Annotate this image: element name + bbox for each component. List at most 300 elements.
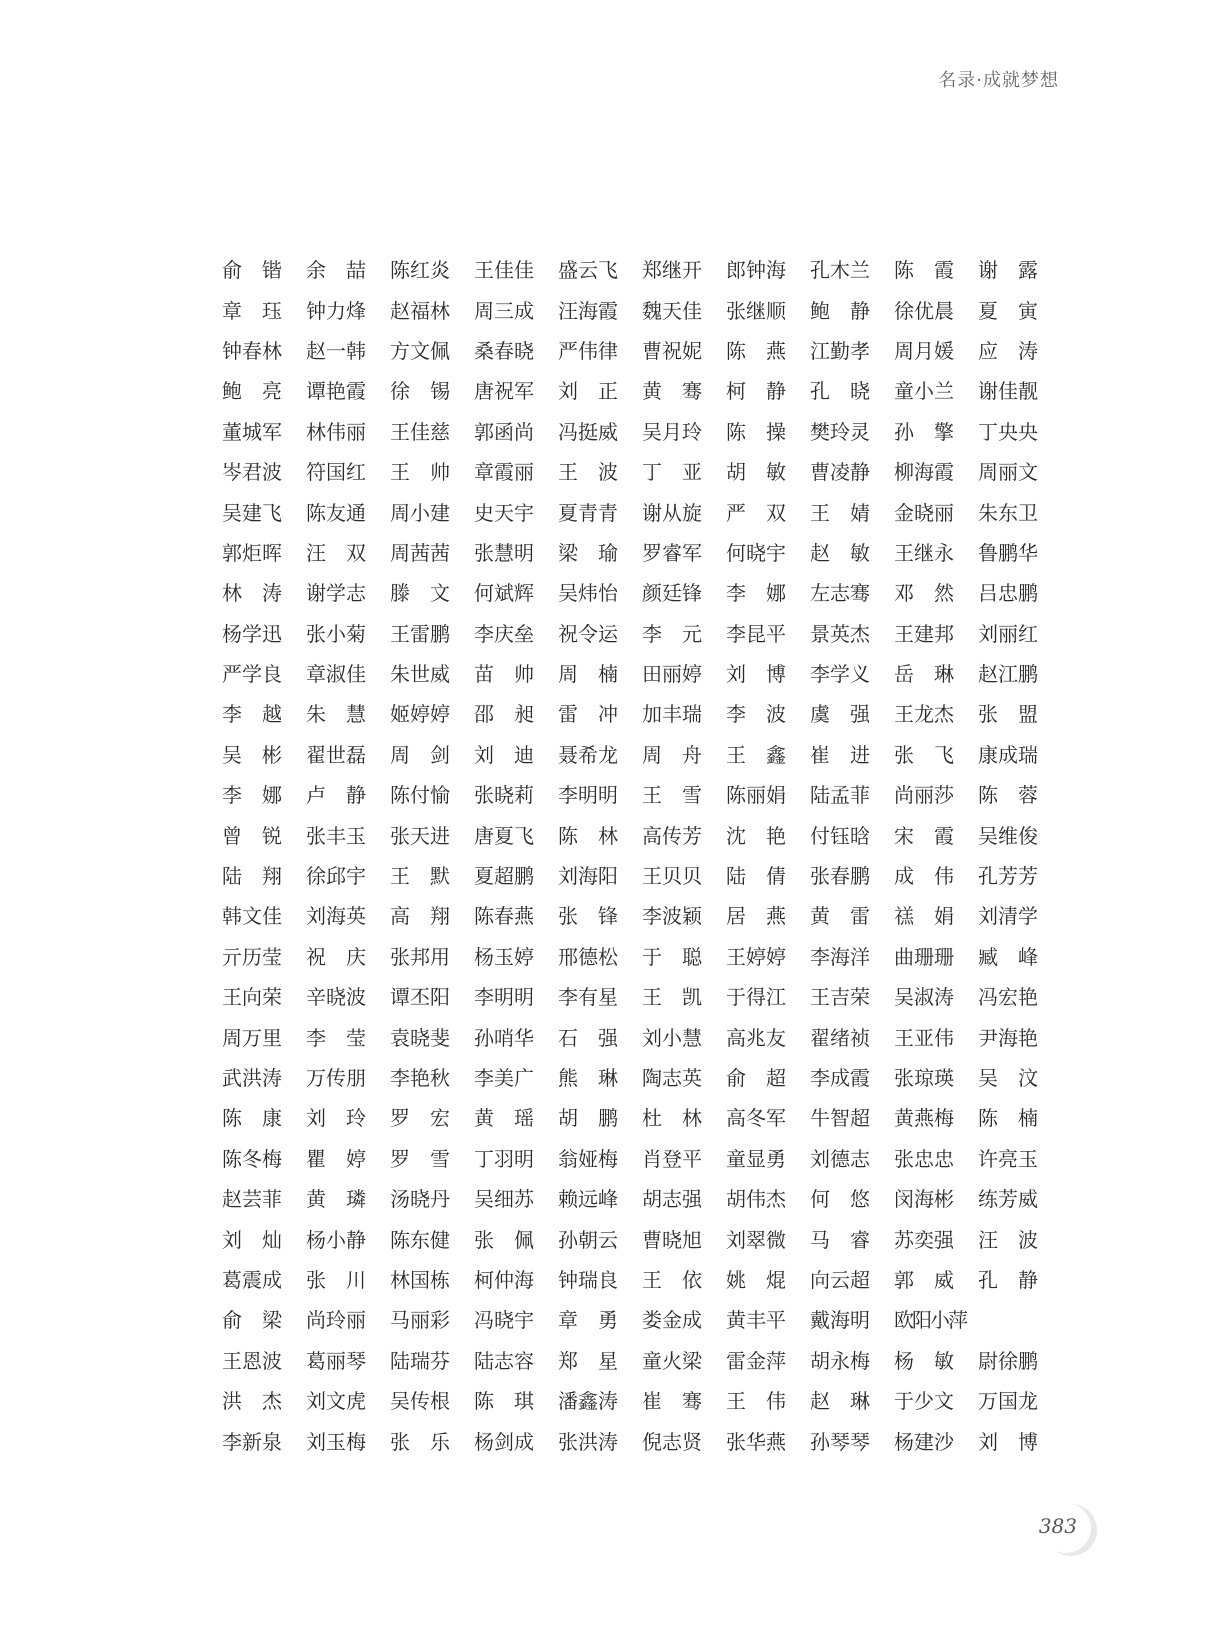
name-entry: 马 丽 彩 [390,1308,450,1333]
name-entry: 吴 淑 涛 [894,985,954,1010]
name-entry: 张 继 顺 [726,298,786,323]
name-entry: 杨 敏 [894,1348,954,1373]
name-entry: 王 雪 [642,783,702,808]
name-entry: 欧阳小萍 [894,1308,966,1333]
name-entry: 赵 芸 菲 [222,1187,282,1212]
name-entry: 葛 丽 琴 [306,1348,366,1373]
name-entry: 何 悠 [810,1187,870,1212]
name-entry: 翟 绪 祯 [810,1025,870,1050]
name-entry: 武 洪 涛 [222,1066,282,1090]
name-entry: 徐 邱 宇 [306,864,366,889]
name-entry: 王 贝 贝 [642,864,702,889]
name-entry: 朱 慧 [306,702,366,727]
name-entry: 田 丽 婷 [642,662,702,687]
name-entry: 邓 然 [894,581,954,606]
name-entry: 符 国 红 [306,460,366,485]
name-entry: 盛 云 飞 [558,258,618,283]
name-entry: 鲁 鹏 华 [978,540,1038,565]
name-entry: 陈 春 燕 [474,904,534,929]
name-entry: 胡 志 强 [642,1187,702,1212]
name-entry: 周 三 成 [474,298,534,323]
name-entry: 章 勇 [558,1308,618,1333]
name-entry: 刘 玲 [306,1106,366,1131]
name-row [222,573,1062,613]
name-entry: 陆 翔 [222,864,282,889]
name-entry: 丁 羽 明 [474,1146,534,1171]
name-entry: 刘 海 阳 [558,864,618,889]
name-entry: 赵 敏 [810,540,870,565]
name-entry: 陆 瑞 芬 [390,1348,450,1373]
name-entry: 徐 优 晨 [894,298,954,323]
name-entry: 方 文 佩 [390,338,450,363]
name-entry: 王 伟 [726,1389,786,1414]
name-entry: 岑 君 波 [222,460,282,485]
name-entry: 王 波 [558,460,618,485]
name-row [222,1017,1062,1057]
name-entry: 冯 宏 艳 [978,985,1038,1010]
name-entry: 曹 凌 静 [810,460,870,485]
name-row [222,1421,1062,1461]
name-entry: 吕 忠 鹏 [978,581,1038,606]
name-row [222,1179,1062,1219]
name-entry: 雷 冲 [558,702,618,727]
name-entry: 赵 江 鹏 [978,662,1038,687]
name-entry: 刘 海 英 [306,904,366,929]
name-entry: 宋 霞 [894,823,954,848]
name-entry: 周 剑 [390,742,450,767]
name-entry: 王 亚 伟 [894,1025,954,1050]
name-entry: 张 忠 忠 [894,1146,954,1171]
name-entry: 王 依 [642,1267,702,1292]
name-entry: 吴 汶 [978,1066,1038,1090]
name-entry: 陈 蓉 [978,783,1038,808]
name-entry: 张 飞 [894,742,954,767]
name-entry: 万 传 朋 [306,1066,366,1090]
name-entry: 高 兆 友 [726,1025,786,1050]
name-entry: 夏 超 鹏 [474,864,534,889]
name-entry: 滕 文 [390,581,450,606]
name-entry: 刘 翠 微 [726,1227,786,1252]
name-entry: 练 芳 威 [978,1187,1038,1212]
name-entry: 胡 永 梅 [810,1348,870,1373]
name-entry: 林 国 栋 [390,1267,450,1292]
name-entry: 康 成 瑞 [978,742,1038,767]
name-entry: 王 雷 鹏 [390,621,450,646]
name-row [222,977,1062,1017]
name-entry: 左 志 骞 [810,581,870,606]
name-entry: 王 凯 [642,985,702,1010]
name-entry: 谭 艳 霞 [306,379,366,404]
name-entry: 葛 震 成 [222,1267,282,1292]
name-entry: 刘 博 [978,1429,1038,1454]
name-entry: 张 乐 [390,1429,450,1454]
name-entry: 黄 璘 [306,1187,366,1212]
name-entry: 鲍 静 [810,298,870,323]
name-entry: 张 华 燕 [726,1429,786,1454]
name-entry: 周 万 里 [222,1025,282,1050]
name-entry: 孙 擎 [894,419,954,444]
name-entry: 王 佳 佳 [474,258,534,283]
name-entry: 桑 春 晓 [474,338,534,363]
name-entry: 徐 锡 [390,379,450,404]
name-row [222,1139,1062,1179]
name-entry: 严 伟 律 [558,338,618,363]
name-list [222,250,1062,1462]
name-row [222,412,1062,452]
name-entry: 黄 燕 梅 [894,1106,954,1131]
name-entry: 李 昆 平 [726,621,786,646]
name-entry: 王 吉 荣 [810,985,870,1010]
name-entry: 于 得 江 [726,985,786,1010]
name-entry: 唐 夏 飞 [474,823,534,848]
name-entry: 刘 小 慧 [642,1025,702,1050]
name-entry: 吴 月 玲 [642,419,702,444]
name-entry: 鲍 亮 [222,379,282,404]
name-row [222,1058,1062,1098]
name-entry: 张 洪 涛 [558,1429,618,1454]
name-row [222,1381,1062,1421]
name-entry: 何 晓 宇 [726,540,786,565]
name-entry: 陈 友 通 [306,500,366,525]
name-entry: 周 舟 [642,742,702,767]
name-entry: 胡 敏 [726,460,786,485]
name-entry: 陈 楠 [978,1106,1038,1131]
name-entry: 应 涛 [978,338,1038,363]
name-entry: 赵 福 林 [390,298,450,323]
name-entry: 李 美 广 [474,1066,534,1090]
name-entry: 岳 琳 [894,662,954,687]
name-entry: 李 波 [726,702,786,727]
running-header: 名录·成就梦想 [938,70,1059,91]
name-entry: 黄 丰 平 [726,1308,786,1333]
name-entry: 臧 峰 [978,944,1038,969]
name-entry: 朱 东 卫 [978,500,1038,525]
name-entry: 韩 文 佳 [222,904,282,929]
name-entry: 王 建 邦 [894,621,954,646]
name-entry: 陈 丽 娟 [726,783,786,808]
name-entry: 张 盟 [978,702,1038,727]
name-entry: 张 琼 瑛 [894,1066,954,1090]
name-entry: 邢 德 松 [558,944,618,969]
name-row [222,654,1062,694]
name-entry: 汪 波 [978,1227,1038,1252]
name-entry: 魏 天 佳 [642,298,702,323]
name-entry: 郑 星 [558,1348,618,1373]
name-entry: 张 小 菊 [306,621,366,646]
name-entry: 苗 帅 [474,662,534,687]
name-entry: 亓 历 莹 [222,944,282,969]
name-entry: 丁 亚 [642,460,702,485]
name-entry: 马 睿 [810,1227,870,1252]
name-entry: 潘 鑫 涛 [558,1389,618,1414]
name-entry: 陈 冬 梅 [222,1146,282,1171]
name-entry: 吴 细 苏 [474,1187,534,1212]
name-entry: 董 城 军 [222,419,282,444]
name-entry: 杜 林 [642,1106,702,1131]
name-entry: 王 龙 杰 [894,702,954,727]
name-entry: 童 显 勇 [726,1146,786,1171]
name-entry: 陆 倩 [726,864,786,889]
name-entry: 樊 玲 灵 [810,419,870,444]
name-entry: 苏 奕 强 [894,1227,954,1252]
name-entry: 柯 仲 海 [474,1267,534,1292]
name-entry: 柯 静 [726,379,786,404]
name-entry: 孔 晓 [810,379,870,404]
name-entry: 向 云 超 [810,1267,870,1292]
name-entry: 刘 正 [558,379,618,404]
name-entry: 吴 建 飞 [222,500,282,525]
name-entry: 张 川 [306,1267,366,1292]
name-entry: 周 茜 茜 [390,540,450,565]
name-entry: 李 明 明 [474,985,534,1010]
name-entry: 李 莹 [306,1025,366,1050]
name-entry: 陈 霞 [894,258,954,283]
name-row [222,937,1062,977]
name-entry: 罗 雪 [390,1146,450,1171]
name-entry: 余 喆 [306,258,366,283]
name-row [222,775,1062,815]
name-entry: 高 冬 军 [726,1106,786,1131]
name-entry: 付 钰 晗 [810,823,870,848]
name-entry: 郭 炬 晖 [222,540,282,565]
name-entry: 姬 婷 婷 [390,702,450,727]
name-entry: 江 勤 孝 [810,338,870,363]
name-entry: 谢 学 志 [306,581,366,606]
name-entry: 李 娜 [222,783,282,808]
name-entry: 周 月 媛 [894,338,954,363]
name-entry: 王 继 永 [894,540,954,565]
name-entry: 章 淑 佳 [306,662,366,687]
name-entry: 曹 祝 妮 [642,338,702,363]
name-entry: 刘 灿 [222,1227,282,1252]
name-entry: 许 亮 玉 [978,1146,1038,1171]
name-entry: 梁 瑜 [558,540,618,565]
name-entry: 丁 央 央 [978,419,1038,444]
name-entry: 王 佳 慈 [390,419,450,444]
name-entry: 倪 志 贤 [642,1429,702,1454]
name-entry: 史 天 宇 [474,500,534,525]
name-entry: 王 婷 婷 [726,944,786,969]
name-entry: 钟 力 烽 [306,298,366,323]
name-entry: 杨 剑 成 [474,1429,534,1454]
name-row [222,856,1062,896]
name-entry: 杨 玉 婷 [474,944,534,969]
name-entry: 张 春 鹏 [810,864,870,889]
name-entry: 夏 青 青 [558,500,618,525]
name-entry: 禚 娟 [894,904,954,929]
name-entry: 黄 骞 [642,379,702,404]
name-entry: 吴 彬 [222,742,282,767]
name-entry: 王 默 [390,864,450,889]
name-entry: 童 火 梁 [642,1348,702,1373]
name-entry: 王 向 荣 [222,985,282,1010]
name-entry: 张 慧 明 [474,540,534,565]
name-entry: 王 鑫 [726,742,786,767]
name-entry: 章 珏 [222,298,282,323]
name-entry: 周 丽 文 [978,460,1038,485]
name-entry: 王 帅 [390,460,450,485]
name-entry: 雷 金 萍 [726,1348,786,1373]
name-entry: 祝 庆 [306,944,366,969]
name-entry: 刘 德 志 [810,1146,870,1171]
name-entry: 郎 钟 海 [726,258,786,283]
name-entry: 赵 一 韩 [306,338,366,363]
name-entry: 林 伟 丽 [306,419,366,444]
name-entry: 杨 建 沙 [894,1429,954,1454]
name-entry: 张 晓 莉 [474,783,534,808]
name-entry: 成 伟 [894,864,954,889]
name-entry: 李 新 泉 [222,1429,282,1454]
name-entry: 严 学 良 [222,662,282,687]
name-entry: 尚 丽 莎 [894,783,954,808]
name-row [222,1341,1062,1381]
name-entry: 颜 廷 锋 [642,581,702,606]
name-entry: 熊 琳 [558,1066,618,1090]
name-row [222,614,1062,654]
name-entry: 俞 锴 [222,258,282,283]
name-row [222,290,1062,330]
name-entry: 郭 函 尚 [474,419,534,444]
name-entry: 李 娜 [726,581,786,606]
name-entry: 吴 维 俊 [978,823,1038,848]
name-entry: 吴 传 根 [390,1389,450,1414]
name-entry: 周 楠 [558,662,618,687]
name-entry: 陈 操 [726,419,786,444]
name-entry: 陈 付 愉 [390,783,450,808]
name-entry: 罗 睿 军 [642,540,702,565]
name-entry: 翟 世 磊 [306,742,366,767]
name-entry: 陈 燕 [726,338,786,363]
name-entry: 景 英 杰 [810,621,870,646]
name-entry: 刘 迪 [474,742,534,767]
name-entry: 瞿 婷 [306,1146,366,1171]
name-entry: 钟 瑞 良 [558,1267,618,1292]
name-entry: 谢 佳 靓 [978,379,1038,404]
name-entry: 姚 焜 [726,1267,786,1292]
name-entry: 李 成 霞 [810,1066,870,1090]
name-entry: 李 越 [222,702,282,727]
name-row [222,1260,1062,1300]
name-entry: 张 佩 [474,1227,534,1252]
name-entry: 陈 康 [222,1106,282,1131]
name-entry: 祝 令 运 [558,621,618,646]
name-entry: 戴 海 明 [810,1308,870,1333]
name-entry: 童 小 兰 [894,379,954,404]
name-entry: 于 聪 [642,944,702,969]
name-entry: 崔 骞 [642,1389,702,1414]
name-entry: 赵 琳 [810,1389,870,1414]
name-entry: 吴 炜 怡 [558,581,618,606]
name-entry: 谢 露 [978,258,1038,283]
name-entry: 赖 远 峰 [558,1187,618,1212]
name-entry: 曾 锐 [222,823,282,848]
page-number: 383 [1038,1514,1077,1538]
name-entry: 张 天 进 [390,823,450,848]
name-entry: 洪 杰 [222,1389,282,1414]
name-entry: 张 丰 玉 [306,823,366,848]
name-entry: 李 学 义 [810,662,870,687]
name-entry: 沈 艳 [726,823,786,848]
name-entry: 钟 春 林 [222,338,282,363]
name-entry: 尹 海 艳 [978,1025,1038,1050]
name-entry: 李 波 颖 [642,904,702,929]
name-entry: 冯 挺 威 [558,419,618,444]
name-entry: 陈 琪 [474,1389,534,1414]
name-entry: 张 邦 用 [390,944,450,969]
name-entry: 尉 徐 鹏 [978,1348,1038,1373]
name-row [222,250,1062,290]
name-entry: 孙 哨 华 [474,1025,534,1050]
name-entry: 郭 威 [894,1267,954,1292]
name-entry: 曲 珊 珊 [894,944,954,969]
name-entry: 石 强 [558,1025,618,1050]
name-entry: 柳 海 霞 [894,460,954,485]
name-entry: 林 涛 [222,581,282,606]
name-entry: 聂 希 龙 [558,742,618,767]
name-entry: 夏 寅 [978,298,1038,323]
name-entry: 于 少 文 [894,1389,954,1414]
name-entry: 牛 智 超 [810,1106,870,1131]
name-entry: 陶 志 英 [642,1066,702,1090]
name-entry: 邵 昶 [474,702,534,727]
name-entry: 俞 超 [726,1066,786,1090]
name-entry: 王 婧 [810,500,870,525]
name-entry: 谢 从 旋 [642,500,702,525]
name-entry: 李 海 洋 [810,944,870,969]
name-row [222,1219,1062,1259]
page-footer [1027,1504,1097,1564]
name-entry: 翁 娅 梅 [558,1146,618,1171]
name-entry: 严 双 [726,500,786,525]
name-entry: 章 霞 丽 [474,460,534,485]
name-entry: 曹 晓 旭 [642,1227,702,1252]
name-entry: 汪 双 [306,540,366,565]
name-entry: 张 锋 [558,904,618,929]
name-entry: 黄 瑶 [474,1106,534,1131]
name-row [222,331,1062,371]
name-row [222,1300,1062,1340]
name-entry: 高 翔 [390,904,450,929]
name-row [222,452,1062,492]
name-entry: 王 恩 波 [222,1348,282,1373]
name-entry: 罗 宏 [390,1106,450,1131]
name-entry: 陈 红 炎 [390,258,450,283]
name-row [222,735,1062,775]
name-entry: 陆 志 容 [474,1348,534,1373]
name-entry: 陈 林 [558,823,618,848]
name-entry: 闵 海 彬 [894,1187,954,1212]
name-entry: 辛 晓 波 [306,985,366,1010]
name-entry: 李 元 [642,621,702,646]
name-entry: 汤 晓 丹 [390,1187,450,1212]
name-entry: 陆 孟 菲 [810,783,870,808]
name-entry: 杨 小 静 [306,1227,366,1252]
name-entry: 唐 祝 军 [474,379,534,404]
name-entry: 孔 芳 芳 [978,864,1038,889]
name-entry: 居 燕 [726,904,786,929]
name-entry: 何 斌 辉 [474,581,534,606]
name-entry: 娄 金 成 [642,1308,702,1333]
name-row [222,1098,1062,1138]
name-entry: 卢 静 [306,783,366,808]
name-entry: 黄 雷 [810,904,870,929]
name-row [222,533,1062,573]
name-entry: 刘 文 虎 [306,1389,366,1414]
name-entry: 冯 晓 宇 [474,1308,534,1333]
name-entry: 杨 学 迅 [222,621,282,646]
name-entry: 李 庆 垒 [474,621,534,646]
name-entry: 胡 伟 杰 [726,1187,786,1212]
